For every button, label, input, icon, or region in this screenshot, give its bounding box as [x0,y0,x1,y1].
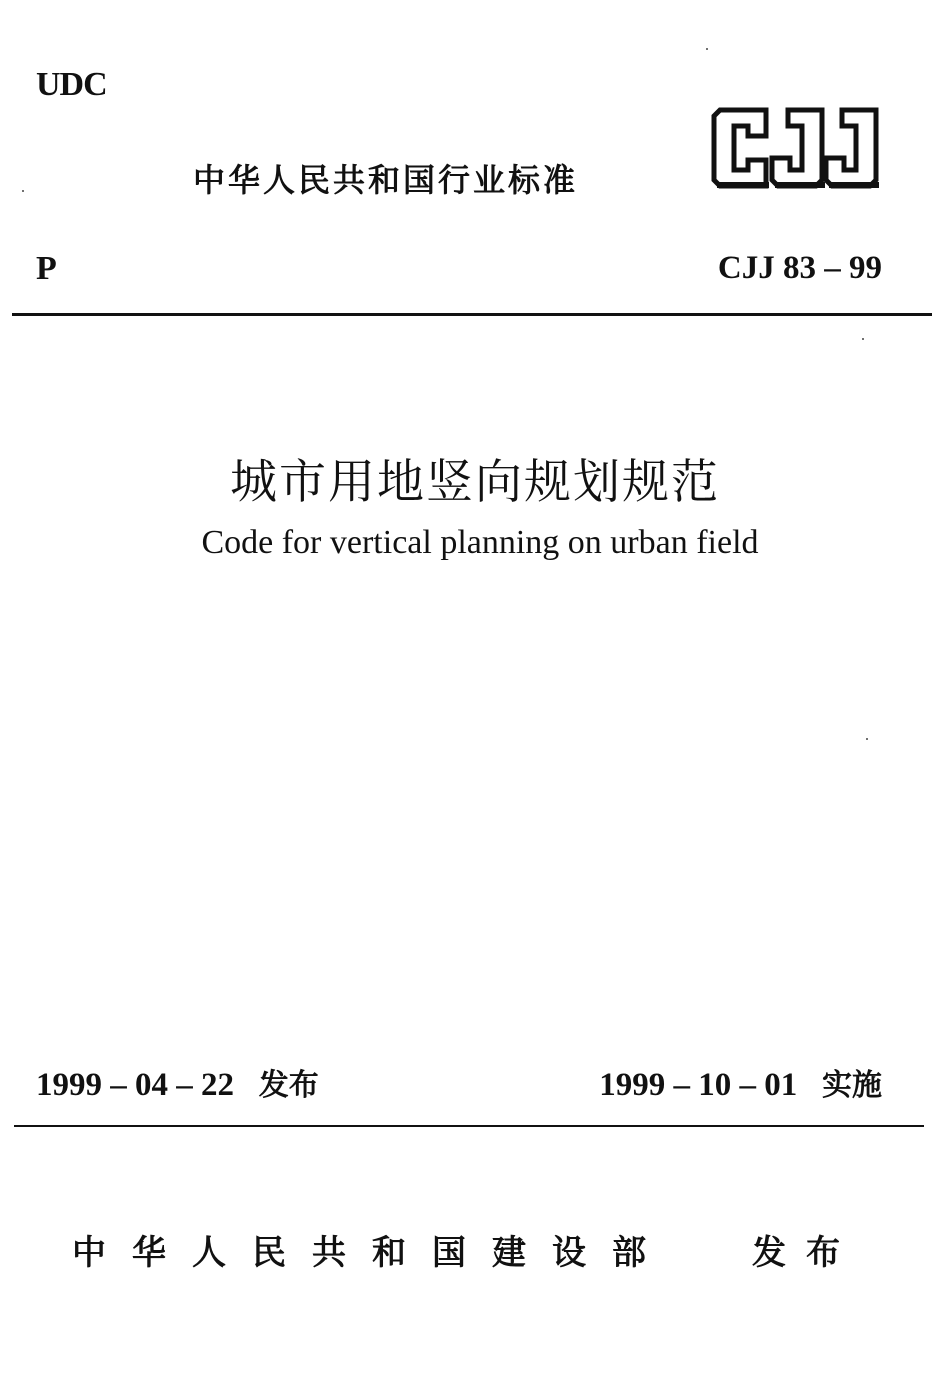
scan-speck [22,190,24,192]
effective-date-line [599,1060,882,1104]
issue-date-line [36,1060,319,1104]
cjj-logo [708,100,888,196]
issue-label: 发布 [258,1068,319,1103]
effective-date: 1999 – 10 – 01 [599,1067,798,1103]
publisher-name: 中华人民共和国建设部 [72,1233,672,1273]
bottom-divider [14,1125,924,1127]
issue-date: 1999 – 04 – 22 [36,1067,234,1103]
industry-standard-heading: 中华人民共和国行业标准 [193,161,579,199]
top-divider [12,313,932,316]
title-chinese: 城市用地竖向规划规范 [230,455,720,510]
scan-speck [862,338,864,340]
effective-label: 实施 [822,1068,882,1103]
publish-label: 发布 [752,1233,860,1273]
udc-label: UDC [36,66,107,103]
classification-code: P [36,250,57,287]
scan-speck [866,738,868,740]
title-english: Code for vertical planning on urban field [201,524,759,561]
standard-number: CJJ 83 – 99 [717,250,882,286]
scan-speck [706,48,708,50]
